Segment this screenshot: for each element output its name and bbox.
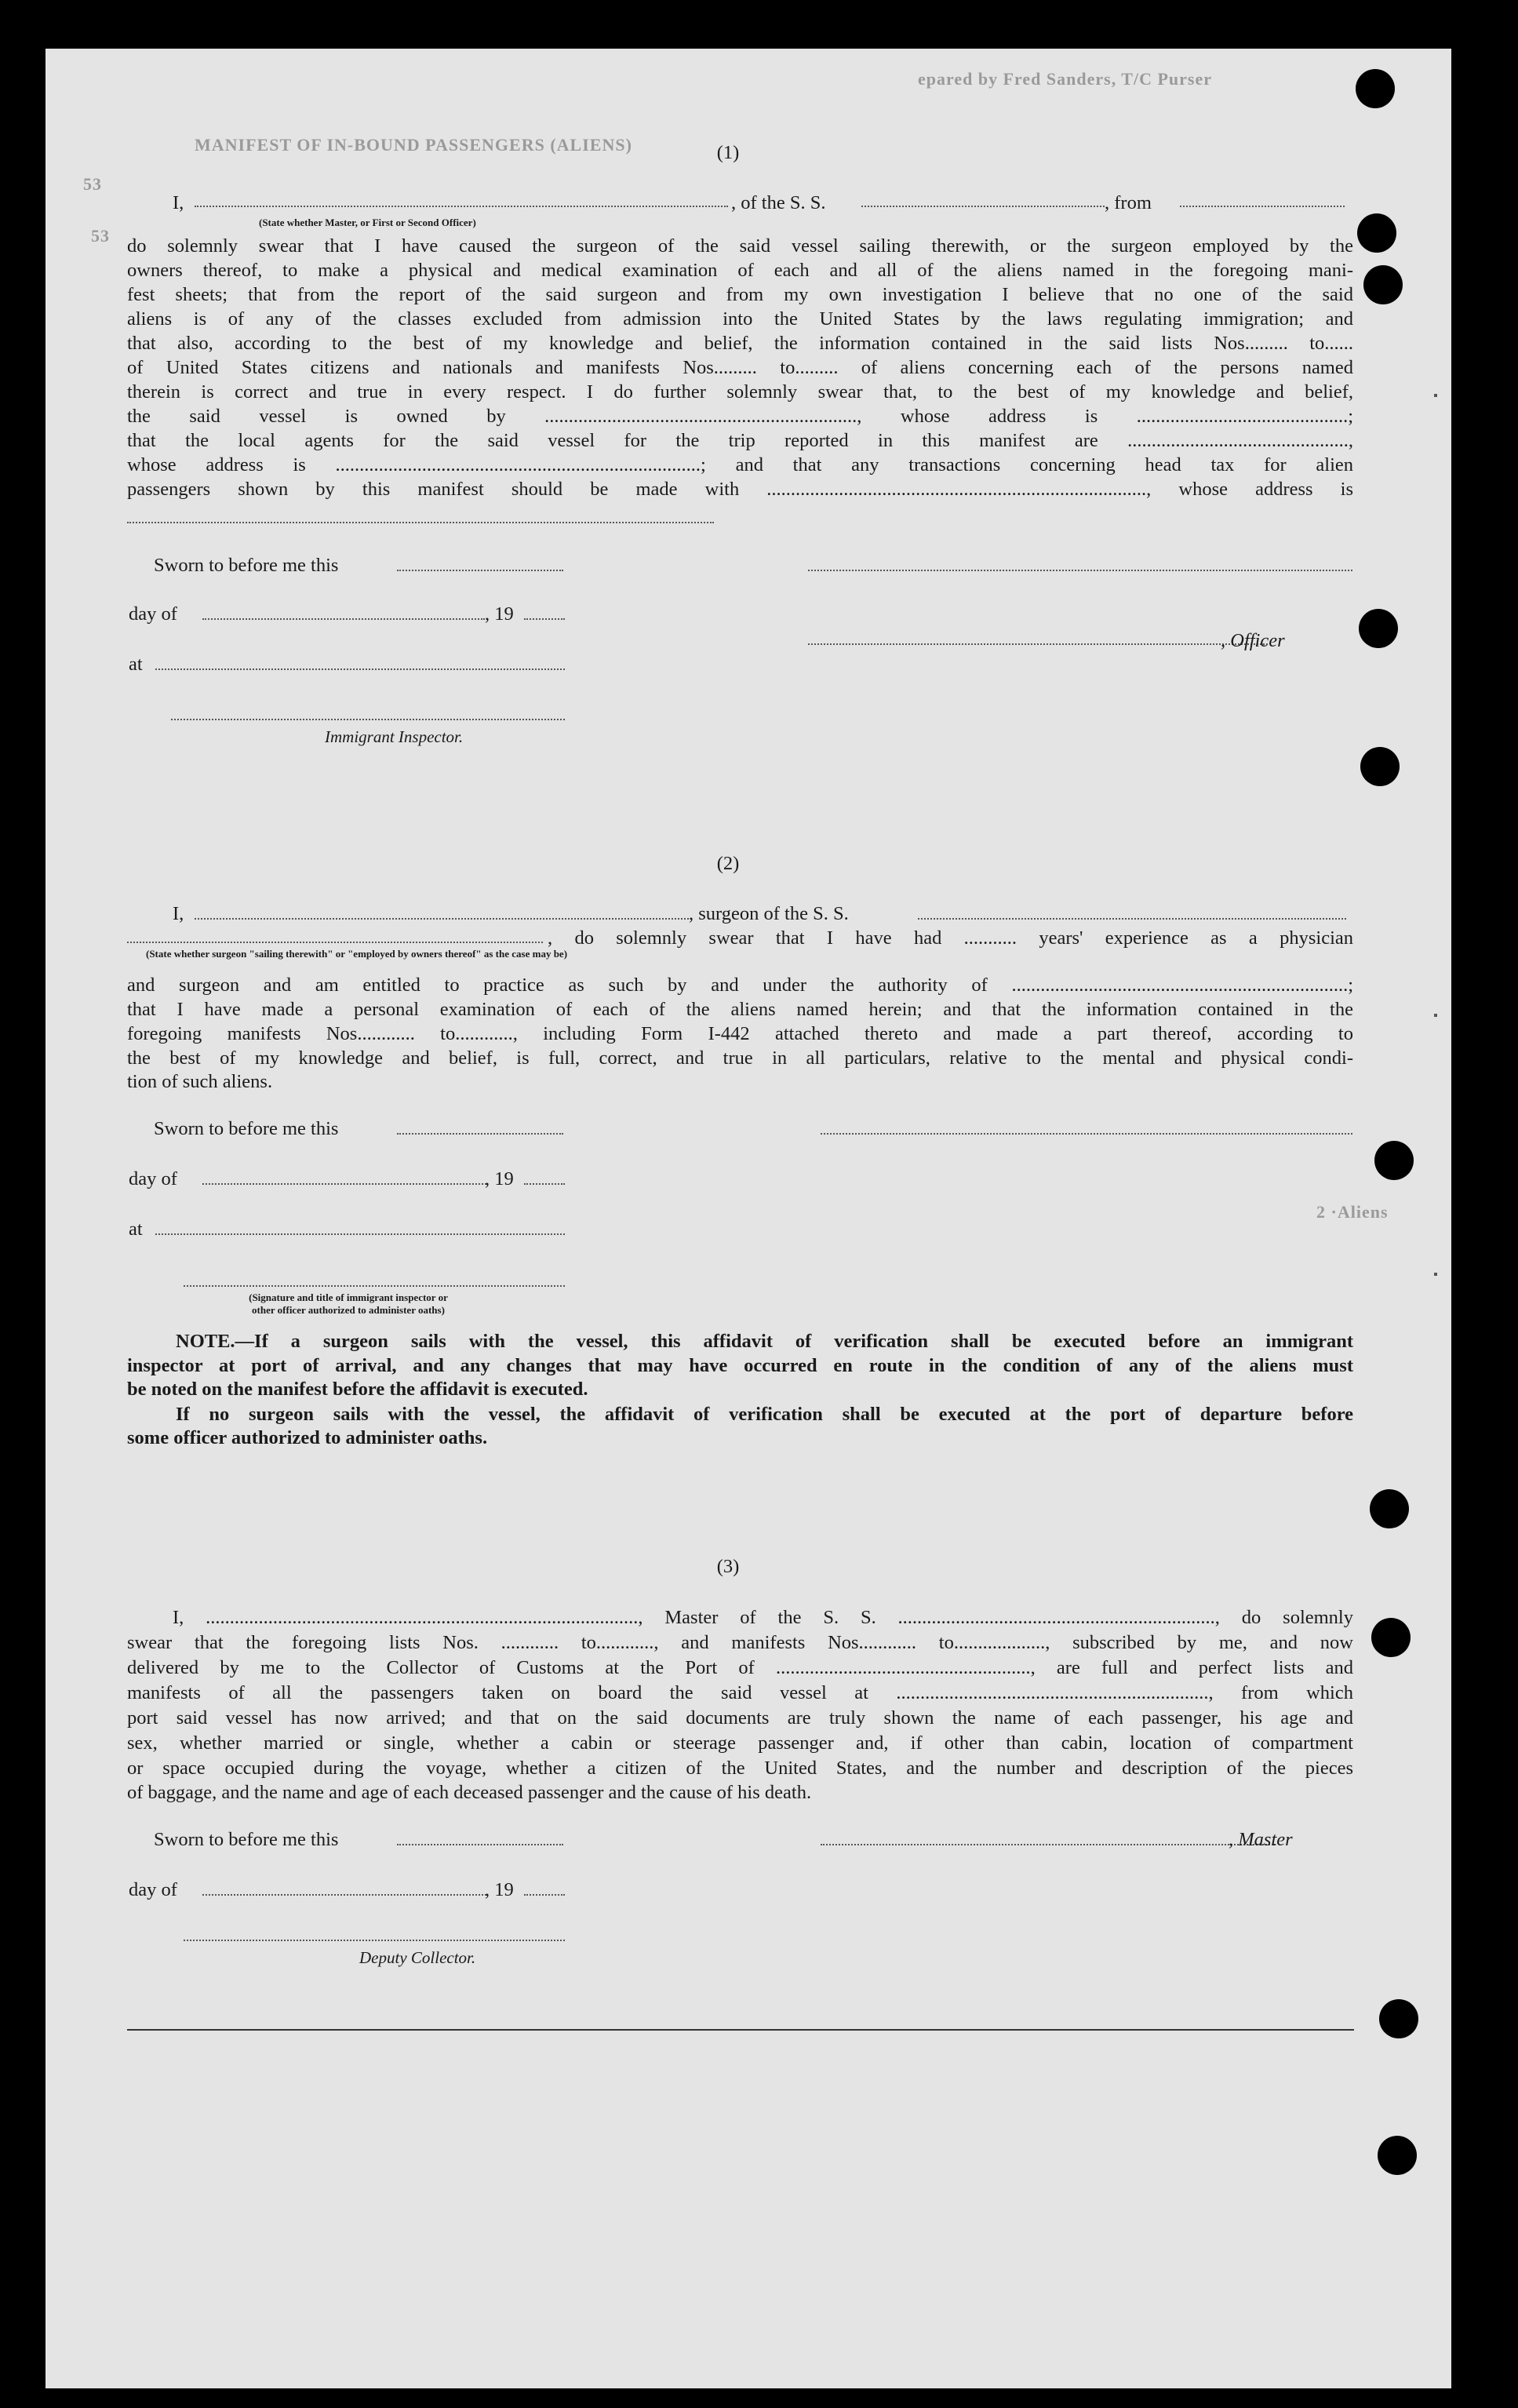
bottom-rule (127, 2029, 1354, 2031)
note-line: If no surgeon sails with the vessel, the affidavit of verification shall be executed at the port of departure before (176, 1404, 1353, 1425)
punch-hole (1374, 1141, 1414, 1180)
s1-address-blank (127, 522, 714, 523)
s1-year-blank (524, 618, 565, 620)
s2-line: the best of my knowledge and belief, is full, correct, and true in all particulars, relative to the mental and physical condi- (127, 1047, 1353, 1069)
punch-hole (1356, 69, 1395, 108)
s2-day-of-label: day of (129, 1168, 177, 1189)
s2-sworn-label: Sworn to before me this (154, 1118, 339, 1139)
s3-day-of-label: day of (129, 1879, 177, 1900)
s2-at-blank (155, 1233, 565, 1235)
s3-sworn-blank (397, 1844, 563, 1845)
punch-hole (1357, 213, 1396, 253)
s1-line: that also, according to the best of my knowledge and belief, the information contained in the said lists Nos......... to...... (127, 333, 1353, 354)
punch-hole (1371, 1618, 1411, 1657)
s3-line: of baggage, and the name and age of each deceased passenger and the cause of his death. (127, 1782, 812, 1803)
s2-line: foregoing manifests Nos............ to............, including Form I-442 attached thereto and made a part thereof, according to (127, 1023, 1353, 1044)
s2-at-label: at (129, 1219, 143, 1240)
speck (1434, 394, 1437, 397)
note-line: inspector at port of arrival, and any changes that may have occurred en route in the condition of any of the aliens must (127, 1355, 1353, 1376)
note-line: NOTE.—If a surgeon sails with the vessel, this affidavit of verification shall be executed before an immigrant (176, 1331, 1353, 1352)
s2-signature-blank (821, 1133, 1352, 1135)
s1-line: fest sheets; that from the report of the said surgeon and from my own investigation I believe that no one of the said (127, 284, 1353, 305)
speck (1434, 1014, 1437, 1017)
punch-hole (1359, 609, 1398, 648)
s2-day-blank (202, 1183, 486, 1185)
s2-line: tion of such aliens. (127, 1071, 273, 1092)
s1-day-of-label: day of (129, 603, 177, 625)
bleed-text-margin-2: 53 (91, 226, 110, 246)
s1-line: of United States citizens and nationals and manifests Nos......... to......... of aliens concerning each of the persons named (127, 357, 1353, 378)
s2-inspector-signature (184, 1285, 565, 1287)
s1-inspector-label: Immigrant Inspector. (325, 727, 464, 746)
s3-year-blank (524, 1894, 565, 1896)
s1-line: the said vessel is owned by ................................................................., whose address is ............................................; (127, 406, 1353, 427)
punch-hole (1378, 2136, 1417, 2175)
s2-line: and surgeon and am entitled to practice as such by and under the authority of ......................................................................; (127, 974, 1353, 996)
s1-line: passengers shown by this manifest should be made with ..............................................................................., whose address is (127, 479, 1353, 500)
punch-hole (1360, 747, 1400, 786)
s3-master-signature (821, 1844, 1276, 1845)
s1-year-label: , 19 (485, 603, 514, 625)
s2-year-label: , 19 (485, 1168, 514, 1189)
s3-sworn-label: Sworn to before me this (154, 1829, 339, 1850)
s1-at-blank (155, 668, 565, 670)
s1-at-label: at (129, 654, 143, 675)
s2-year-blank (524, 1183, 565, 1185)
s3-collector-label: Deputy Collector. (359, 1948, 476, 1967)
bleed-text-heading: MANIFEST OF IN-BOUND PASSENGERS (ALIENS) (195, 135, 632, 155)
bleed-text-right-margin: 2 ·Aliens (1316, 1202, 1389, 1222)
punch-hole (1379, 1999, 1418, 2038)
speck (1434, 1273, 1437, 1276)
s2-signature-caption-2: other officer authorized to administer oaths) (252, 1304, 445, 1316)
s3-line: port said vessel has now arrived; and that on the said documents are truly shown the name of each passenger, his age and (127, 1707, 1353, 1729)
punch-hole (1363, 265, 1403, 304)
s2-ship-blank (918, 918, 1346, 920)
s2-i-label: I, (173, 903, 184, 924)
s2-status-blank (127, 942, 543, 943)
bleed-text-top-right: epared by Fred Sanders, T/C Purser (918, 69, 1213, 89)
s3-line: I, .........................................................................................., Master of the S. S. .................................................................., do solemnly (173, 1607, 1353, 1628)
s1-line: aliens is of any of the classes excluded from admission into the United States by the laws regulating immigration; and (127, 308, 1353, 330)
s2-signature-caption-1: (Signature and title of immigrant inspector or (249, 1291, 448, 1303)
section-3-number: (3) (716, 1556, 740, 1577)
s1-master-blank (195, 206, 728, 207)
s2-surgeon-label: , surgeon of the S. S. (689, 903, 849, 924)
note-line: some officer authorized to administer oaths. (127, 1427, 488, 1448)
s1-line: whose address is ............................................................................; and that any transactions concerning head tax for alien (127, 454, 1353, 475)
s3-line: delivered by me to the Collector of Customs at the Port of ....................................................., are full and perfect lists and (127, 1657, 1353, 1678)
s1-sworn-label: Sworn to before me this (154, 555, 339, 576)
s3-collector-signature (184, 1940, 565, 1941)
s3-line: sex, whether married or single, whether a cabin or steerage passenger and, if other than cabin, location of compartment (127, 1732, 1353, 1754)
s1-day-blank (202, 618, 485, 620)
s1-of-ss-label: , of the S. S. (731, 192, 826, 213)
s3-year-label: , 19 (485, 1879, 514, 1900)
s1-i-label: I, (173, 192, 184, 213)
s3-day-blank (202, 1894, 486, 1896)
punch-hole (1370, 1489, 1409, 1528)
s2-surgeon-blank (195, 918, 689, 920)
s2-line: that I have made a personal examination of each of the aliens named herein; and that the information contained in the (127, 999, 1353, 1020)
s3-line: or space occupied during the voyage, whether a citizen of the United States, and the number and description of the pieces (127, 1758, 1353, 1779)
s1-officer-label: , Officer (1221, 630, 1285, 651)
s1-from-label: , from (1105, 192, 1152, 213)
s3-line: manifests of all the passengers taken on board the said vessel at ................................................................., from which (127, 1682, 1353, 1703)
s1-sworn-blank (397, 570, 563, 571)
s3-master-label: , Master (1229, 1829, 1293, 1850)
s1-from-blank (1180, 206, 1345, 207)
s3-line: swear that the foregoing lists Nos. ............ to............, and manifests Nos............ to..................., subscribed by me, and now (127, 1632, 1353, 1653)
s1-master-caption: (State whether Master, or First or Second Officer) (259, 217, 476, 228)
s1-officer-signature-top (808, 570, 1352, 571)
bleed-text-margin-1: 53 (83, 174, 102, 194)
s2-swear-line: , do solemnly swear that I have had ........... years' experience as a physician (548, 927, 1353, 949)
section-1-number: (1) (716, 142, 740, 163)
s1-line: that the local agents for the said vessel for the trip reported in this manifest are .............................................., (127, 430, 1353, 451)
s2-surgeon-caption: (State whether surgeon "sailing therewith" or "employed by owners thereof" as the case may be) (146, 948, 568, 960)
s1-officer-signature (808, 643, 1268, 645)
s1-line: therein is correct and true in every respect. I do further solemnly swear that, to the best of my knowledge and belief, (127, 381, 1353, 403)
s1-ship-blank (861, 206, 1105, 207)
s1-line: do solemnly swear that I have caused the surgeon of the said vessel sailing therewith, or the surgeon employed by the (127, 235, 1353, 257)
document-page (46, 49, 1451, 2388)
s2-sworn-blank (397, 1133, 563, 1135)
s1-line: owners thereof, to make a physical and medical examination of each and all of the aliens named in the foregoing mani- (127, 260, 1353, 281)
s1-inspector-signature (171, 719, 565, 720)
note-line: be noted on the manifest before the affidavit is executed. (127, 1379, 588, 1400)
section-2-number: (2) (716, 853, 740, 874)
